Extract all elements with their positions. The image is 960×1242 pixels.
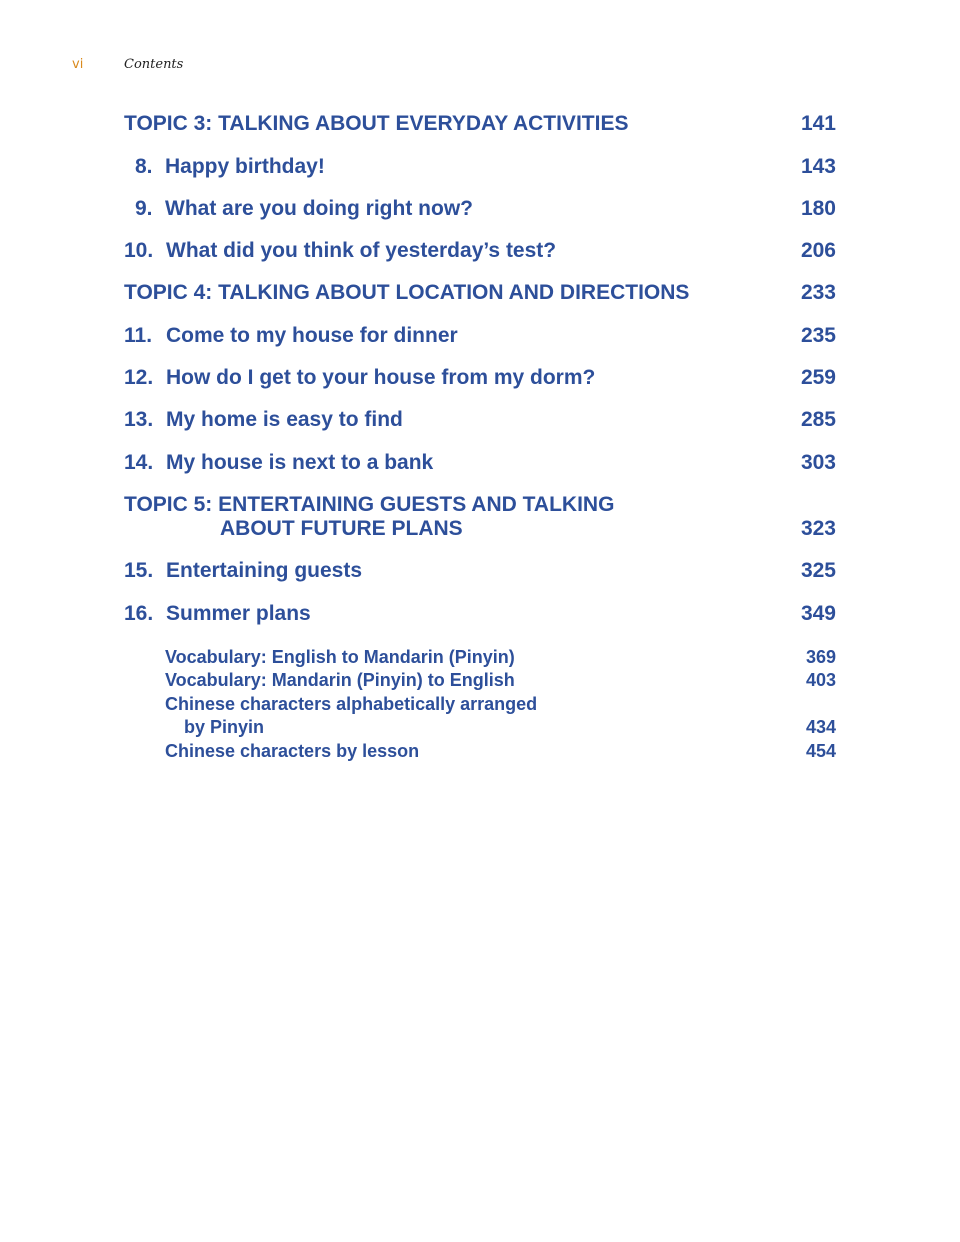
toc-lesson-title: What are you doing right now? — [165, 197, 473, 220]
section-label: Contents — [124, 57, 184, 72]
toc-page-number: 143 — [800, 155, 836, 178]
toc-page-number: 206 — [800, 239, 836, 262]
toc-lesson-number: 15. — [124, 559, 154, 582]
toc-topic-title: TOPIC 4: TALKING ABOUT LOCATION AND DIRECTIONS — [124, 281, 690, 304]
toc-appendix-chars-pinyin-continued[interactable] — [124, 716, 836, 739]
toc-page-number: 233 — [800, 281, 836, 304]
toc-topic-4[interactable] — [124, 281, 836, 305]
toc-lesson-title: Entertaining guests — [166, 559, 363, 582]
toc-lesson-11[interactable] — [124, 324, 836, 348]
toc-lesson-14[interactable] — [124, 451, 836, 475]
toc-topic-5-continued[interactable] — [124, 517, 836, 541]
toc-lesson-8[interactable] — [124, 155, 836, 179]
toc-page-number: 285 — [800, 408, 836, 431]
toc-lesson-title: My house is next to a bank — [166, 451, 434, 474]
toc-lesson-10[interactable] — [124, 239, 836, 263]
toc-appendix-title: Vocabulary: English to Mandarin (Pinyin) — [165, 647, 515, 667]
toc-topic-3[interactable] — [124, 112, 836, 136]
toc-lesson-number: 9. — [135, 197, 153, 220]
toc-lesson-number: 10. — [124, 239, 154, 262]
toc-lesson-15[interactable] — [124, 559, 836, 583]
toc-page-number: 325 — [800, 559, 836, 582]
toc-lesson-number: 12. — [124, 366, 154, 389]
toc-page-number: 259 — [800, 366, 836, 389]
toc-lesson-title: Happy birthday! — [165, 155, 325, 178]
toc-lesson-number: 14. — [124, 451, 154, 474]
toc-page-number: 454 — [805, 741, 836, 761]
toc-lesson-title: What did you think of yesterday’s test? — [166, 239, 557, 262]
toc-page-number: 403 — [805, 670, 836, 690]
toc-lesson-number: 8. — [135, 155, 153, 178]
toc-lesson-number: 13. — [124, 408, 154, 431]
toc-appendix-chars-pinyin[interactable] — [124, 693, 836, 716]
toc-lesson-12[interactable] — [124, 366, 836, 390]
toc-lesson-number: 11. — [124, 324, 153, 347]
toc-appendix-vocab-en-zh[interactable] — [124, 646, 836, 669]
toc-topic-title-continued: ABOUT FUTURE PLANS — [220, 517, 463, 540]
toc-lesson-16[interactable] — [124, 602, 836, 626]
toc-page-number: 303 — [800, 451, 836, 474]
toc-page-number: 180 — [800, 197, 836, 220]
toc-appendix-title: Chinese characters alphabetically arranged — [165, 694, 538, 714]
toc-topic-title: TOPIC 5: ENTERTAINING GUESTS AND TALKING — [124, 493, 615, 516]
toc-lesson-title: How do I get to your house from my dorm? — [166, 366, 596, 389]
toc-appendix-title: Chinese characters by lesson — [165, 741, 420, 761]
toc-topic-title: TOPIC 3: TALKING ABOUT EVERYDAY ACTIVITIES — [124, 112, 629, 135]
toc-lesson-title: My home is easy to find — [166, 408, 403, 431]
toc-topic-5[interactable] — [124, 493, 836, 517]
toc-page-number: 349 — [800, 602, 836, 625]
toc-lesson-9[interactable] — [124, 197, 836, 221]
page-number: vi — [72, 57, 84, 72]
toc-lesson-title: Summer plans — [166, 602, 311, 625]
toc-page-number: 369 — [805, 647, 836, 667]
toc-lesson-13[interactable] — [124, 408, 836, 432]
toc-page-number: 141 — [800, 112, 836, 135]
toc-lesson-number: 16. — [124, 602, 154, 625]
toc-appendix-chars-lesson[interactable] — [124, 740, 836, 763]
toc-appendix-vocab-zh-en[interactable] — [124, 669, 836, 692]
toc-appendix-title: Vocabulary: Mandarin (Pinyin) to English — [165, 670, 515, 690]
toc-lesson-title: Come to my house for dinner — [166, 324, 458, 347]
toc-page-number: 235 — [800, 324, 836, 347]
toc-appendix-title-continued: by Pinyin — [184, 717, 265, 737]
toc-page-number: 434 — [805, 717, 836, 737]
toc-page-number: 323 — [800, 517, 836, 540]
